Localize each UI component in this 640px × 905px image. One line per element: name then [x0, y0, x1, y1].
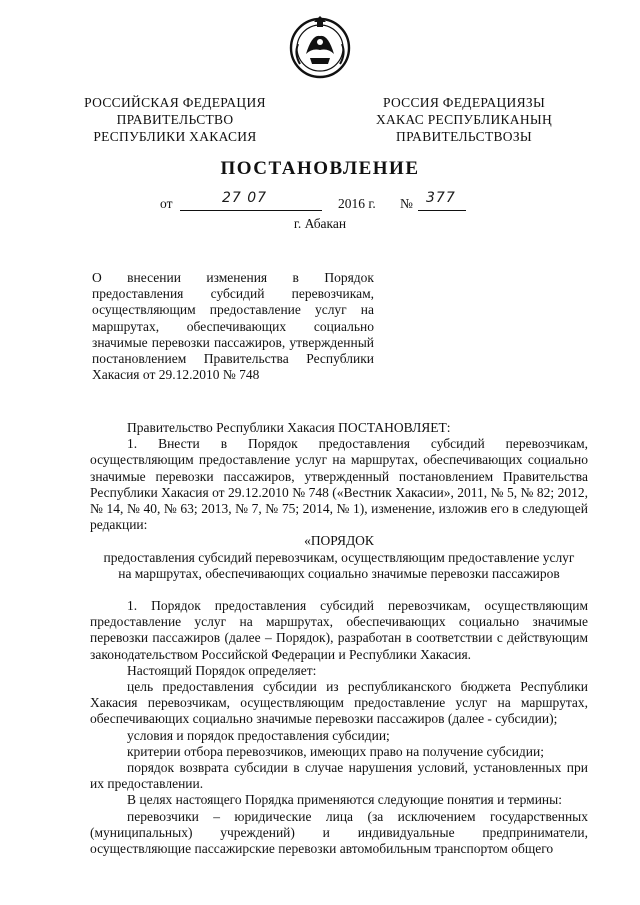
document-body: [90, 420, 588, 582]
header-left-line: РЕСПУБЛИКИ ХАКАСИЯ: [93, 129, 257, 144]
order-subtitle: предоставления субсидий перевозчикам, осуществляющим предоставление услуг на маршрутах, обеспечивающих социально значимые перевозки пассажиров: [103, 549, 575, 581]
document-title: ПОСТАНОВЛЕНИЕ: [220, 158, 420, 179]
document-subject: О внесении изменения в Порядок предоставления субсидий перевозчикам, осуществляющим предоставление услуг на маршрутах, обеспечивающих социально значимые перевозки пассажиров, утвержденный постановлением Правительства Республики Хакасия от 29.12.2010 № 748: [92, 270, 374, 383]
header-right-line: РОССИЯ ФЕДЕРАЦИЯЗЫ: [382, 95, 546, 110]
paragraph: критерии отбора перевозчиков, имеющих право на получение субсидии;: [127, 743, 544, 759]
header-right-line: ХАКАС РЕСПУБЛИКАНЫҢ: [375, 112, 553, 127]
date-year: 2016 г.: [338, 196, 376, 211]
resolves-line: Правительство Республики Хакасия ПОСТАНОВЛЯЕТ:: [127, 420, 451, 435]
paragraph: условия и порядок предоставления субсидии;: [127, 727, 390, 743]
paragraph: цель предоставления субсидии из республиканского бюджета Республики Хакасия перевозчикам, осуществляющим предоставление услуг на маршрутах, обеспечивающих социально значимые перевозки пассажиров (далее - субсидии);: [90, 679, 588, 727]
paragraph-item-1: 1. Внести в Порядок предоставления субсидий перевозчикам, осуществляющим предоставление услуг на маршрутах, обеспечивающих социально значимые перевозки пассажиров, утвержденный постановлением Правительства Республики Хакасия от 29.12.2010 № 748 («Вестник Хакасии», 2011, № 5, № 82; 2012, № 14, № 40, № 63; 2013, № 7, № 75; 2014, № 1), изменение, изложив его в следующей редакции:: [90, 436, 588, 533]
date-handwritten: 27 07: [222, 190, 268, 206]
header-left-line: ПРАВИТЕЛЬСТВО: [116, 112, 234, 127]
date-from-label: от: [160, 196, 173, 211]
paragraph: 1. Порядок предоставления субсидий перевозчикам, осуществляющим предоставление услуг на маршрутах, обеспечивающих социально значимые перевозки пассажиров (далее – Порядок), разработан в соответствии с действующим законодательством Российской Федерации и Республики Хакасия.: [90, 598, 588, 662]
coat-of-arms-emblem: [288, 14, 352, 80]
paragraph: Настоящий Порядок определяет:: [127, 662, 317, 678]
city-name: г. Абакан: [293, 216, 347, 231]
paragraph: В целях настоящего Порядка применяются следующие понятия и термины:: [127, 792, 562, 808]
order-title: «ПОРЯДОК: [304, 533, 374, 549]
header-right: [364, 94, 564, 145]
header-left: [75, 94, 275, 145]
header-left-line: РОССИЙСКАЯ ФЕДЕРАЦИЯ: [84, 95, 266, 110]
paragraph: перевозчики – юридические лица (за исключением государственных (муниципальных) учреждений) и индивидуальные предприниматели, осуществляющие пассажирские перевозки автомобильным транспортом общего: [90, 808, 588, 857]
header-right-line: ПРАВИТЕЛЬСТВОЗЫ: [396, 129, 532, 144]
order-body: [90, 598, 588, 857]
paragraph: порядок возврата субсидии в случае нарушения условий, установленных при их предоставлении.: [90, 760, 588, 792]
number-label: №: [400, 196, 413, 211]
number-handwritten: 377: [426, 190, 456, 206]
date-number-line: [160, 190, 490, 216]
